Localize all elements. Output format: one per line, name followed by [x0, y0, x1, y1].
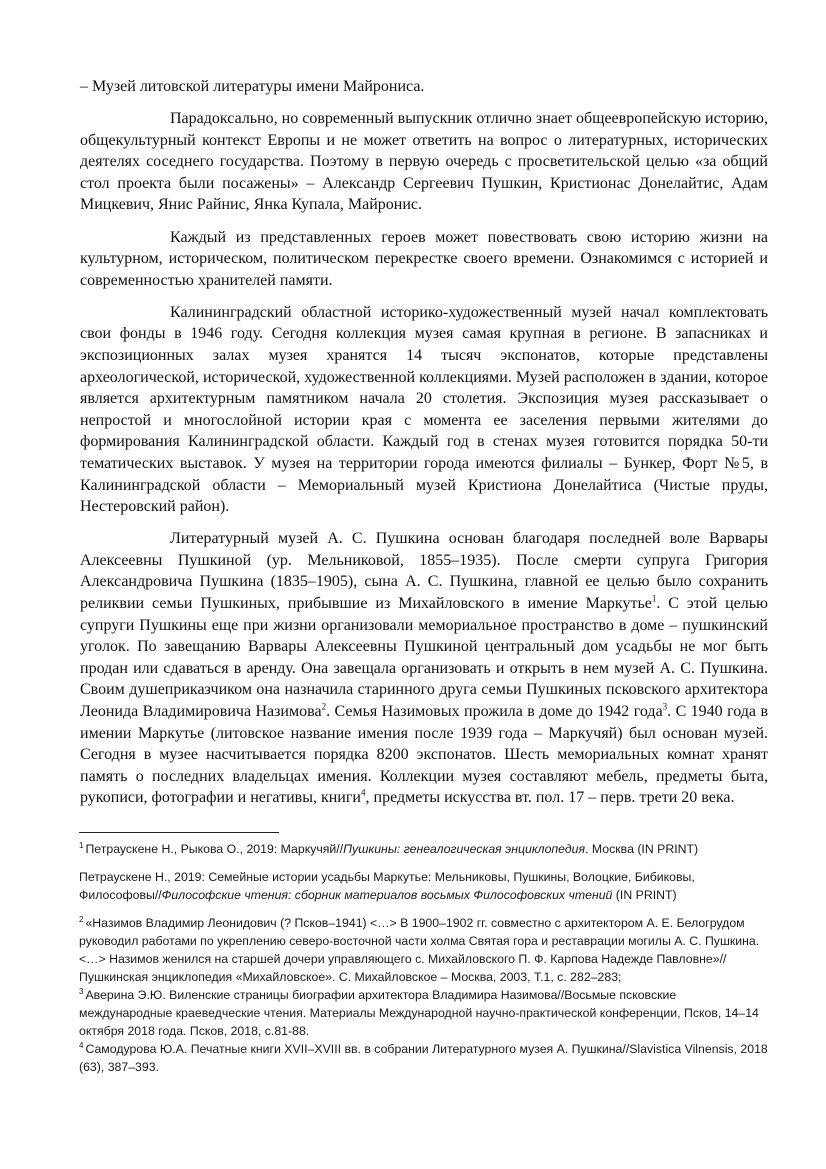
footnote-text: (IN PRINT)	[612, 888, 677, 902]
text-segment: , предметы искусства вт. пол. 17 – перв. трети 20 века.	[365, 789, 735, 807]
footnote-text: . Москва (IN PRINT)	[585, 842, 699, 856]
footnote-mark: 1	[79, 840, 84, 850]
footnote-text: Петраускене Н., Рыкова О., 2019: Маркучяй//	[85, 842, 344, 856]
footnotes	[79, 840, 769, 1076]
paragraph-museum-maironis: – Музей литовской литературы имени Майрониса.	[80, 78, 425, 95]
paragraph-kaliningrad-museum: Калининградский областной историко-художественный музей начал комплектовать свои фонды в 1946 году. Сегодня коллекция музея самая крупная в регионе. В запасниках и экспозиционных залах музея хранятся 14 тысяч экспонатов, которые представлены археологической, исторической, художественной коллекциями. Музей расположен в здании, которое является архитектурным памятником начала 20 столетия. Экспозиция музея рассказывает о непростой и многослойной истории края с момента ее заселения первыми жителями до формирования Калининградской области. Каждый год в стенах музея готовится порядка 50-ти тематических выставок. У музея на территории города имеются филиалы – Бункер, Форт №5, в Калининградской области – Мемориальный музей Кристиона Донелайтиса (Чистые пруды, Нестеровский район).	[80, 303, 768, 516]
footnote-title-italic: Философские чтения: сборник материалов восьмых Философовских чтений	[161, 888, 613, 902]
footnote-separator	[79, 832, 279, 833]
footnote-text: «Назимов Владимир Леонидович (? Псков–1941) <…> В 1900–1902 гг. совместно с архитектором А. Е. Белогрудом руководил работами по укреплению северо-восточной части холма Святая гора и реставрации могилы А. С. Пушкина. <…> Назимов женился на старшей дочери управляющего с. Михайловского П. Ф. Карпова Надежде Павловне»//Пушкинская энциклопедия «Михайловское». С. Михайловское – Москва, 2003, Т.1, с. 282–283;	[79, 916, 760, 984]
paragraph-pushkin-museum	[80, 528, 768, 809]
footnote-text: Самодурова Ю.А. Печатные книги XVII–XVIII вв. в собрании Литературного музея А. Пушкина//Slavistica Vilnensis, 2018 (63), 387–393.	[79, 1042, 768, 1074]
footnote-4	[79, 1040, 769, 1076]
footnote-1-continued	[79, 868, 769, 904]
footnote-ref-3[interactable]: 3	[662, 701, 668, 712]
footnote-text: Петраускене Н., 2019: Семейные истории усадьбы Маркутье: Мельниковы, Пушкины, Волоцкие, Бибиковы, Философовы//	[79, 870, 695, 902]
footnote-ref-2[interactable]: 2	[321, 701, 327, 712]
footnote-text: Аверина Э.Ю. Виленские страницы биографии архитектора Владимира Назимова//Восьмые псковские международные краеведческие чтения. Материалы Международной научно-практической конференции, Псков, 14–14 октября 2018 года. Псков, 2018, с.81-88.	[79, 988, 759, 1038]
text-segment: Литературный музей А. С. Пушкина основан благодаря последней воле Варвары Алексеевны Пушкиной (ур. Мельниковой, 1855–1935). После смерти супруга Григория Александровича Пушкина (1835–1905), сына А. С. Пушкина, главной ее целью было сохранить реликвии семьи Пушкиных, прибывшие из Михайловского в имение Маркутье	[80, 530, 768, 613]
footnote-ref-4[interactable]: 4	[361, 788, 366, 799]
footnote-mark: 3	[79, 986, 84, 996]
footnote-mark: 4	[79, 1040, 84, 1050]
footnote-ref-1[interactable]: 1	[651, 593, 657, 604]
footnote-3	[79, 986, 769, 1040]
footnote-1	[79, 840, 769, 858]
footnote-mark: 2	[79, 914, 84, 924]
footnote-title-italic: Пушкины: генеалогическая энциклопедия	[343, 842, 586, 856]
text-segment: . С этой целью супруги Пушкины еще при жизни организовали мемориальное пространство в доме – пушкинский уголок. По завещанию Варвары Алексеевны Пушкиной центральный дом усадьбы не мог быть продан или сдаваться в аренду. Она завещала организовать и открыть в нем музей А. С. Пушкина. Своим душеприказчиком она назначила старинного друга семьи Пушкиных псковского архитектора Леонида Владимировича Назимова	[80, 595, 768, 721]
text-segment: . С 1940 года в имении Маркутье (литовское название имения после 1939 года – Маркучяй) был основан музей. Сегодня в музее насчитывается порядка 8200 экспонатов. Шесть мемориальных комнат хранят память о последних владельцах имения. Коллекции музея составляют мебель, предметы быта, рукописи, фотографии и негативы, книги	[80, 703, 768, 807]
paragraph-heroes: Каждый из представленных героев может повествовать свою историю жизни на культурном, историческом, политическом перекрестке своего времени. Ознакомимся с историей и современностью хранителей памяти.	[80, 228, 768, 289]
paragraph-paradox: Парадоксально, но современный выпускник отлично знает общеевропейскую историю, общекультурный контекст Европы и не может ответить на вопрос о литературных, исторических деятелях соседнего государства. Поэтому в первую очередь с просветительской целью «за общий стол проекта были посажены» – Александр Сергеевич Пушкин, Кристионас Донелайтис, Адам Мицкевич, Янис Райнис, Янка Купала, Майронис.	[80, 110, 768, 214]
text-segment: . Семья Назимовых прожила в доме до 1942 года	[326, 703, 663, 721]
document-body	[80, 76, 768, 820]
footnote-2	[79, 914, 769, 986]
